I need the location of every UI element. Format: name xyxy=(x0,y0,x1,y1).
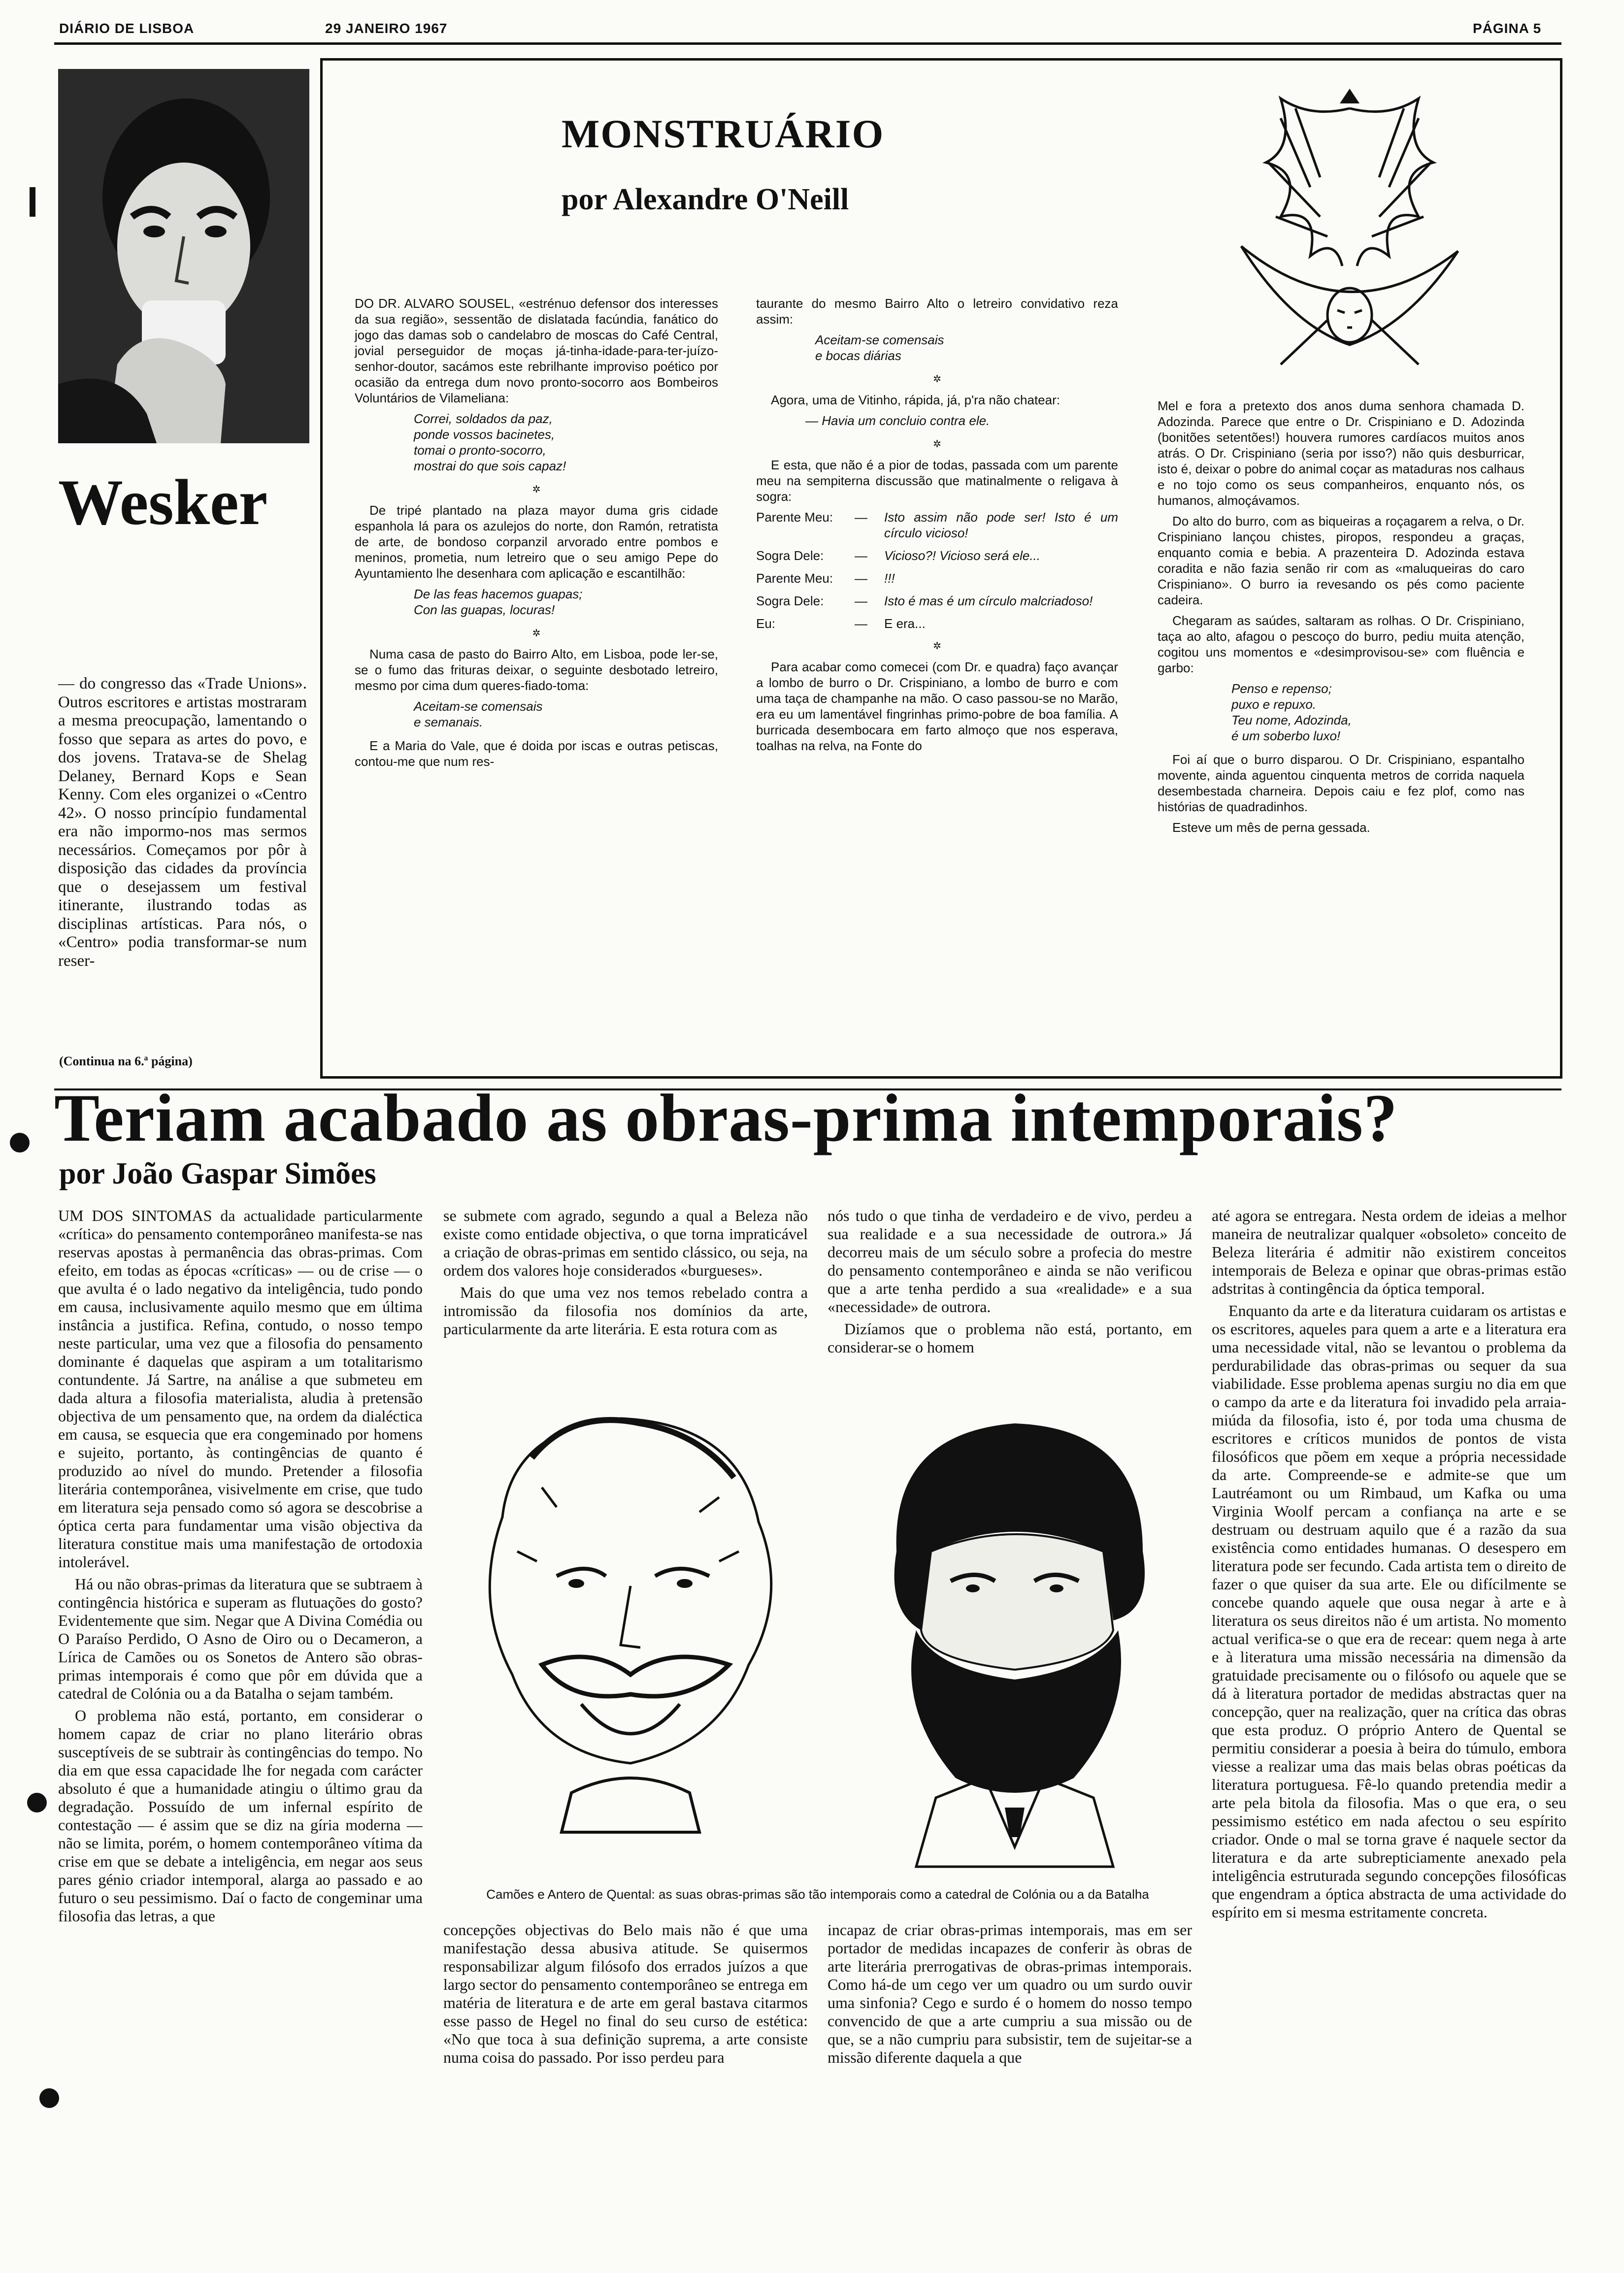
article-col1 xyxy=(58,1207,423,2266)
wesker-photo xyxy=(58,69,309,443)
monstruario-col1-p1: DO DR. ALVARO SOUSEL, «estrénuo defensor dos interesses da sua região», sessentão de dislatada facúndia, fanático do jogo das damas sob o candelabro de moscas do Café Central, jovial perseguidor de moças já-tinha-idade-para-ter-juízo-senhor-doutor, sacámos este rebrilhante improviso poético por ocasião da entrega dum novo pronto-socorro aos Bombeiros Voluntários de Vilameliana: xyxy=(355,296,718,405)
verse-bocas: Aceitam-se comensais e bocas diárias xyxy=(815,332,944,363)
article-col4-p2: Enquanto da arte e da literatura cuidaram os artistas e os escritores, aqueles para quem a arte e a literatura era uma necessidade vital, não se levantou o problema da perdurabilidade das obras-primas ou sequer da sua viabilidade. Esse problema apenas surgiu no dia em que o campo da arte e da literatura foi invadido pela arraia-miúda da filosofia, isto é, por toda uma chusma de escritores e críticos munidos de pontos de vista filosóficos que põem em xeque a própria necessidade da arte. Compreende-se e admite-se que um Lautréamont ou um Rimbaud, um Kafka ou uma Virginia Woolf percam a confiança na arte e se destruam ou destruam aquilo que é a razão da sua existência como entidades humanas. O desespero em literatura pode ser fecundo. Cada artista tem o direito de fazer o que quiser da sua arte. Ele ou difícilmente se concebe quando aquele que ousa negar à arte e à literatura os seus direitos não é um artista. No momento actual verifica-se o que era de recear: quem nega à arte e à literatura uma missão necessária na dimensão da gratuidade precisamente ou o filósofo ou aquele que se dá à literatura portador de medidas abstractas quer na concepção, quer na realização, quer na crítica das obras que esta produz. O próprio Antero de Quental se permitiu considerar a poesia à beira do túmulo, embora viesse a realizar uma das mais belas obras poéticas da literatura portuguesa. Fê-lo quando pretendia medir a arte pela bitola da filosofia. Mas o que era, o seu pessimismo estético em nada afectou o seu espírito criador. Onde o mal se torna grave é naquele sector da literatura e da arte subrepticiamente anexado pela inteligência estruturada segundo concepções filosóficas que engendram a óptica abstracta de uma actividade do espírito em si mesma estritamente concreta. xyxy=(1212,1302,1566,1921)
dash: — xyxy=(855,548,867,563)
monstruario-col2-p1: taurante do mesmo Bairro Alto o letreiro convidativo reza assim: xyxy=(756,296,1118,327)
dialogue-line xyxy=(756,570,1118,586)
monstruario-col2-p4: Para acabar como comecei (com Dr. e quadra) faço avançar a lombo de burro o Dr. Crispiniano, a lombo de burro e com uma taça de champanhe na mão. O caso passou-se no Marão, era eu um lamentável fingrinhas primo-pobre de boa família. A burricada desembocara em farto almoço que nos esperava, toalhas na relva, na Fonte do xyxy=(756,659,1118,753)
article-col3-top-p1: nós tudo o que tinha de verdadeiro e de vivo, perdeu a sua realidade e a sua necessidade de outrora.» Já decorreu mais de um século sobre a profecia do mestre do pensamento contemporâneo e ainda se não verificou que a arte tenha perdido a sua «realidade» e a sua «necessidade» de outrora. xyxy=(828,1207,1192,1316)
dialogue-line xyxy=(756,548,1118,563)
monstruario-col3-p5: Esteve um mês de perna gessada. xyxy=(1172,820,1370,835)
dialogue-line xyxy=(756,616,1118,631)
separator-star: ✲ xyxy=(933,374,941,385)
separator-star: ✲ xyxy=(933,439,941,450)
portrait-caption: Camões e Antero de Quental: as suas obras-primas são tão intemporais como a catedral de Colónia ou a da Batalha xyxy=(486,1887,1149,1902)
article-byline: por João Gaspar Simões xyxy=(59,1157,376,1190)
monstruario-col1-p2: De tripé plantado na plaza mayor duma gris cidade espanhola lá para os azulejos do norte, don Ramón, retratista de arte, de bondoso corpanzil arvorado entre pombos e meninos, prometia, num letreiro que o seu amigo Pepe do Ayuntamiento lhe desenhara com aplicação e escantilhão: xyxy=(355,503,718,581)
dialogue-text: Isto assim não pode ser! Isto é um círculo vicioso! xyxy=(884,510,1118,540)
angel-illustration xyxy=(1222,89,1478,374)
masthead-rule xyxy=(54,42,1561,45)
verse-guapas: De las feas hacemos guapas; Con las guapas, locuras! xyxy=(414,587,583,617)
separator-star: ✲ xyxy=(532,628,541,639)
monstruario-col3 xyxy=(1158,398,1525,840)
article-headline: Teriam acabado as obras-prima intemporais? xyxy=(54,1080,1398,1155)
article-col2-top-p2: Mais do que uma vez nos temos rebelado contra a intromissão da filosofia nos domínios da arte, particularmente da arte literária. E esta rotura com as xyxy=(443,1284,808,1338)
monstruario-title: MONSTRUÁRIO xyxy=(562,111,885,156)
separator-star: ✲ xyxy=(933,641,941,652)
masthead-page: PÁGINA 5 xyxy=(1473,21,1542,36)
verse-concluio: — Havia um concluio contra ele. xyxy=(805,413,990,428)
margin-mark xyxy=(10,1133,30,1153)
article-col1-p1: UM DOS SINTOMAS da actualidade particularmente «crítica» do pensamento contemporâneo manifesta-se nas reservas apostas à permanência das obras-primas. Com efeito, em todas as épocas «críticas» — ou de crise — o que avulta é o lado negativo da inteligência, tudo pondo em causa, inclusivamente aquilo mesmo que em última instância a justifica. Refina, contudo, o nosso tempo neste particular, uma vez que a filosofia do pensamento dominante é daquelas que aspiram a um totalitarismo contundente. Já Sartre, na análise a que submeteu em dada altura a filosofia materialista, aludia à pretensão objectiva de um pensamento que, na ordem da dialéctica em causa, se esquecia que era congeminado por homens e sujeito, portanto, às contingências de quanto é produzido ao nível do mundo. Pretender a filosofia literária contemporânea, visivelmente em crise, que tudo em literatura seja pensado como só agora se descobrise a óptica certa para fundamentar uma visão objectiva da literatura constitue mais uma manifestação de ortodoxia intolerável. xyxy=(58,1207,423,1571)
monstruario-col2-p2: Agora, uma de Vitinho, rápida, já, p'ra não chatear: xyxy=(771,393,1060,407)
dash: — xyxy=(855,616,867,631)
masthead-date: 29 JANEIRO 1967 xyxy=(325,21,448,36)
article-col3-bottom-p1: incapaz de criar obras-primas intemporais, mas em ser portador de medidas incapazes de conferir às obras de arte literária prerrogativas de obras-primas intemporais. Como há-de um cego ver um quadro ou um surdo ouvir uma sinfonia? Cego e surdo é o homem do nosso tempo convencido de que a arte cumpriu a sua missão ou de que, se a não cumpriu para subsistir, tem de sujeitar-se a missão diferente daquela a que xyxy=(828,1921,1192,2066)
wesker-body: — do congresso das «Trade Unions». Outros escritores e artistas mostraram a mesma preocupação, lamentando o fosso que separa as artes do povo, e dos jovens. Tratava-se de Shelag Delaney, Bernard Kops e Sean Kenny. Com eles organizei o «Centro 42». O nosso princípio fundamental era não impormo-nos mas sermos necessários. Começamos por pôr à disposição das cidades da província que o desejassem um festival itinerante, ilustrando todas as disciplinas artísticas. Para nós, o «Centro» podia transformar-se num reser- xyxy=(58,675,307,970)
monstruario-col3-p4: Foi aí que o burro disparou. O Dr. Crispiniano, espantalho movente, ainda aguentou cinquenta metros de corrida naquela desembestada charneira. Depois caiu e fez plof, como nas histórias de quadradinhos. xyxy=(1158,752,1525,814)
separator-star: ✲ xyxy=(532,484,541,495)
margin-mark xyxy=(30,187,35,217)
dialogue-speaker: Eu: xyxy=(756,616,776,631)
article-col2-top xyxy=(443,1207,808,1384)
verse-adozinda: Penso e repenso; puxo e repuxo. Teu nome, Adozinda, é um soberbo luxo! xyxy=(1231,681,1352,743)
antero-portrait xyxy=(837,1404,1192,1886)
dialogue-speaker: Sogra Dele: xyxy=(756,593,824,608)
verse-comensais: Aceitam-se comensais e semanais. xyxy=(414,699,543,729)
masthead-paper: DIÁRIO DE LISBOA xyxy=(59,21,195,36)
monstruario-col2-p3: E esta, que não é a pior de todas, passada com um parente meu na sempiterna discussão que matinalmente o religava à sogra: xyxy=(756,458,1118,504)
article-col1-p2: Há ou não obras-primas da literatura que se subtraem à contingência histórica e superam as flutuações do gosto? Evidentemente que sim. Negar que A Divina Comédia ou O Paraíso Perdido, O Asno de Oiro ou o Decameron, a Lírica de Camões ou os Sonetos de Antero são obras-primas intemporais é como que pôr em dúvida que a catedral de Colónia ou a da Batalha o sejam também. xyxy=(58,1575,423,1702)
monstruario-col1-p3: Numa casa de pasto do Bairro Alto, em Lisboa, pode ler-se, se o fumo das frituras deixar, o seguinte desbotado letreiro, mesmo por cima dum queres-fiado-toma: xyxy=(355,647,718,693)
monstruario-col1-p4: E a Maria do Vale, que é doida por iscas e outras petiscas, contou-me que num res- xyxy=(355,738,718,769)
dash: — xyxy=(855,593,867,608)
article-col2-bottom xyxy=(443,1921,808,2266)
article-col2-top-p1: se submete com agrado, segundo a qual a Beleza não existe como entidade objectiva, o que torna impraticável a criação de obras-primas em sentido clássico, ou seja, na ordem dos valores hoje considerados «burgueses». xyxy=(443,1207,808,1279)
monstruario-col3-p1: Mel e fora a pretexto dos anos duma senhora chamada D. Adozinda. Parece que entre o Dr. Crispiniano e D. Adozinda (bonitões setentões!) houvera rumores cardíacos muitos anos atrás. O Dr. Crispiniano (seria por isso?) não quis desburricar, isto é, deixar o pobre do animal coçar as mataduras nos calhaus e no tojo como os seus companheiros, enquanto nós, os humanos, almoçávamos. xyxy=(1158,398,1525,508)
dash: — xyxy=(855,571,867,586)
dialogue-line xyxy=(756,593,1118,609)
dialogue-text: !!! xyxy=(884,571,895,586)
dialogue-speaker: Parente Meu: xyxy=(756,571,833,586)
article-col3-bottom xyxy=(828,1921,1192,2266)
dialogue-speaker: Sogra Dele: xyxy=(756,548,824,563)
article-col3-top xyxy=(828,1207,1192,1384)
verse-bombeiros: Correi, soldados da paz, ponde vossos bacinetes, tomai o pronto-socorro, mostrai do que sois capaz! xyxy=(414,411,566,473)
wesker-title: Wesker xyxy=(58,466,268,538)
monstruario-col1 xyxy=(355,296,718,774)
dialogue-line xyxy=(756,509,1118,541)
article-col3-top-p2: Dizíamos que o problema não está, portanto, em considerar-se o homem xyxy=(828,1320,1192,1356)
article-col1-p3: O problema não está, portanto, em considerar o homem capaz de criar no plano literário obras susceptíveis de se subtrair às contingências do tempo. No dia em que essa capacidade lhe for negada com carácter absoluto é que a humanidade atingiu o último grau da degradação. Possuído de um infernal espírito de contestação — é assim que se diz na gíria moderna — não se limita, porém, o homem contemporâneo vítima da crise em que se debate a inteligência, em negar aos seus pares génio criador intemporal, alarga ao passado e ao futuro o seu pessimismo. Daí o facto de congeminar uma filosofia das letras, a que xyxy=(58,1707,423,1925)
article-col4 xyxy=(1212,1207,1566,2266)
dialogue-text: Vicioso?! Vicioso será ele... xyxy=(884,548,1040,563)
margin-mark xyxy=(39,2088,59,2108)
dialogue-text: E era... xyxy=(884,616,926,631)
article-col2-bottom-p1: concepções objectivas do Belo mais não é que uma manifestação dessa abusiva atitude. Se quisermos responsabilizar algum filósofo dos errados juízos a que largo sector do pensamento contemporâneo se entrega em matéria de literatura e de arte em geral bastava citarmos esse passo de Hegel no final do seu curso de estética: «No que toca à sua definição suprema, a arte consiste numa coisa do passado. Por isso perdeu para xyxy=(443,1921,808,2066)
monstruario-col2 xyxy=(756,296,1118,758)
dialogue-text: Isto é mas é um círculo malcriadoso! xyxy=(884,593,1093,608)
monstruario-col3-p2: Do alto do burro, com as biqueiras a roçagarem a relva, o Dr. Crispiniano lançou chistes, piropos, respondeu a graças, enquanto comia e bebia. A prazenteira D. Adozinda estava coradita e não fazia senão rir com as «maluqueiras do caro Crispiniano». O burro ia revesando os pés como paciente cadeira. xyxy=(1158,514,1525,607)
article-col4-p1: até agora se entregara. Nesta ordem de ideias a melhor maneira de neutralizar qualquer «obsoleto» conceito de Beleza literária é admitir não existirem conceitos intemporais de Beleza e opinar que obras-primas estão adstritas à contingência da óptica temporal. xyxy=(1212,1207,1566,1297)
dialogue xyxy=(756,509,1118,631)
wesker-continued: (Continua na 6.ª página) xyxy=(59,1054,193,1068)
dash: — xyxy=(855,510,867,525)
monstruario-byline: por Alexandre O'Neill xyxy=(562,183,849,216)
margin-mark xyxy=(27,1793,47,1812)
monstruario-col3-p3: Chegaram as saúdes, saltaram as rolhas. O Dr. Crispiniano, taça ao alto, afagou o pescoço do burro, pediu muita atenção, cogitou uns momentos e «desimprovisou-se» com fluência e garbo: xyxy=(1158,613,1525,675)
dialogue-speaker: Parente Meu: xyxy=(756,510,833,525)
camoes-portrait xyxy=(443,1389,818,1872)
